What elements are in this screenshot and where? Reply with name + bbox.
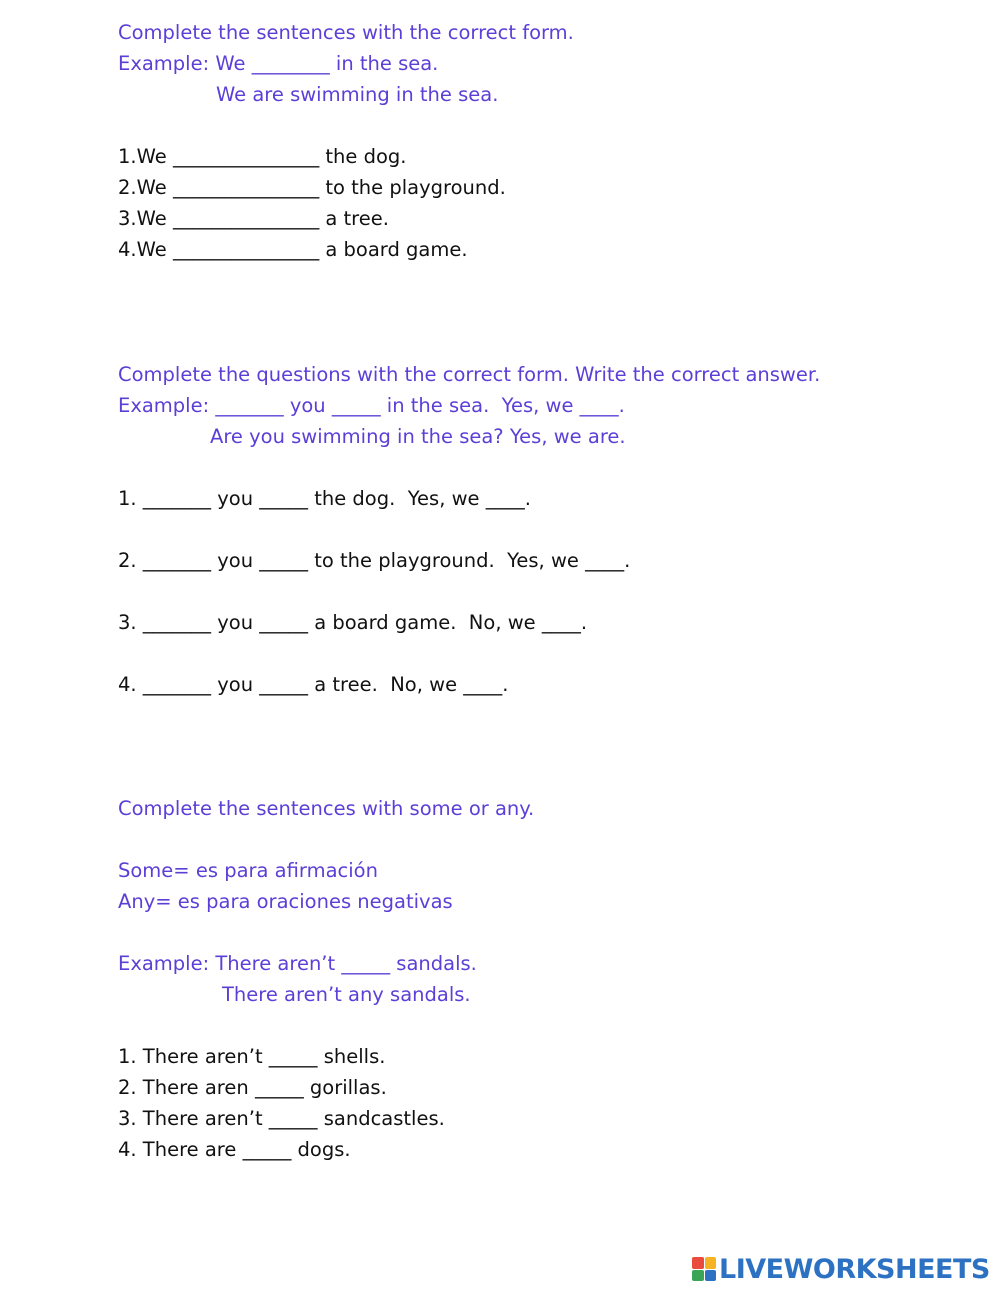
section1-item-2[interactable]: 2.We _______________ to the playground. — [118, 176, 506, 199]
section3-item-3[interactable]: 3. There aren’t _____ sandcastles. — [118, 1107, 445, 1130]
section2-example-answer: Are you swimming in the sea? Yes, we are. — [210, 425, 626, 448]
section2-item-3[interactable]: 3. _______ you _____ a board game. No, we ____. — [118, 611, 588, 634]
section3-example-answer: There aren’t any sandals. — [222, 983, 471, 1006]
section2-instruction: Complete the questions with the correct form. Write the correct answer. — [118, 363, 821, 386]
section2-item-4[interactable]: 4. _______ you _____ a tree. No, we ____. — [118, 673, 509, 696]
section2-item-2[interactable]: 2. _______ you _____ to the playground. Yes, we ____. — [118, 549, 631, 572]
section3-instruction: Complete the sentences with some or any. — [118, 797, 535, 820]
logo-mark-icon — [692, 1257, 716, 1281]
section3-item-1[interactable]: 1. There aren’t _____ shells. — [118, 1045, 386, 1068]
section3-rule-some: Some= es para afirmación — [118, 859, 378, 882]
section1-example: Example: We ________ in the sea. — [118, 52, 439, 75]
section1-item-3[interactable]: 3.We _______________ a tree. — [118, 207, 389, 230]
section1-item-4[interactable]: 4.We _______________ a board game. — [118, 238, 468, 261]
section3-example: Example: There aren’t _____ sandals. — [118, 952, 477, 975]
section3-item-4[interactable]: 4. There are _____ dogs. — [118, 1138, 351, 1161]
section1-item-1[interactable]: 1.We _______________ the dog. — [118, 145, 407, 168]
section1-example-answer: We are swimming in the sea. — [216, 83, 499, 106]
section2-item-1[interactable]: 1. _______ you _____ the dog. Yes, we ____. — [118, 487, 531, 510]
section3-item-2[interactable]: 2. There aren _____ gorillas. — [118, 1076, 387, 1099]
liveworksheets-logo — [692, 1254, 990, 1284]
section2-example: Example: _______ you _____ in the sea. Yes, we ____. — [118, 394, 625, 417]
section3-rule-any: Any= es para oraciones negativas — [118, 890, 453, 913]
logo-text: LIVEWORKSHEETS — [719, 1253, 990, 1285]
section1-instruction: Complete the sentences with the correct form. — [118, 21, 574, 44]
